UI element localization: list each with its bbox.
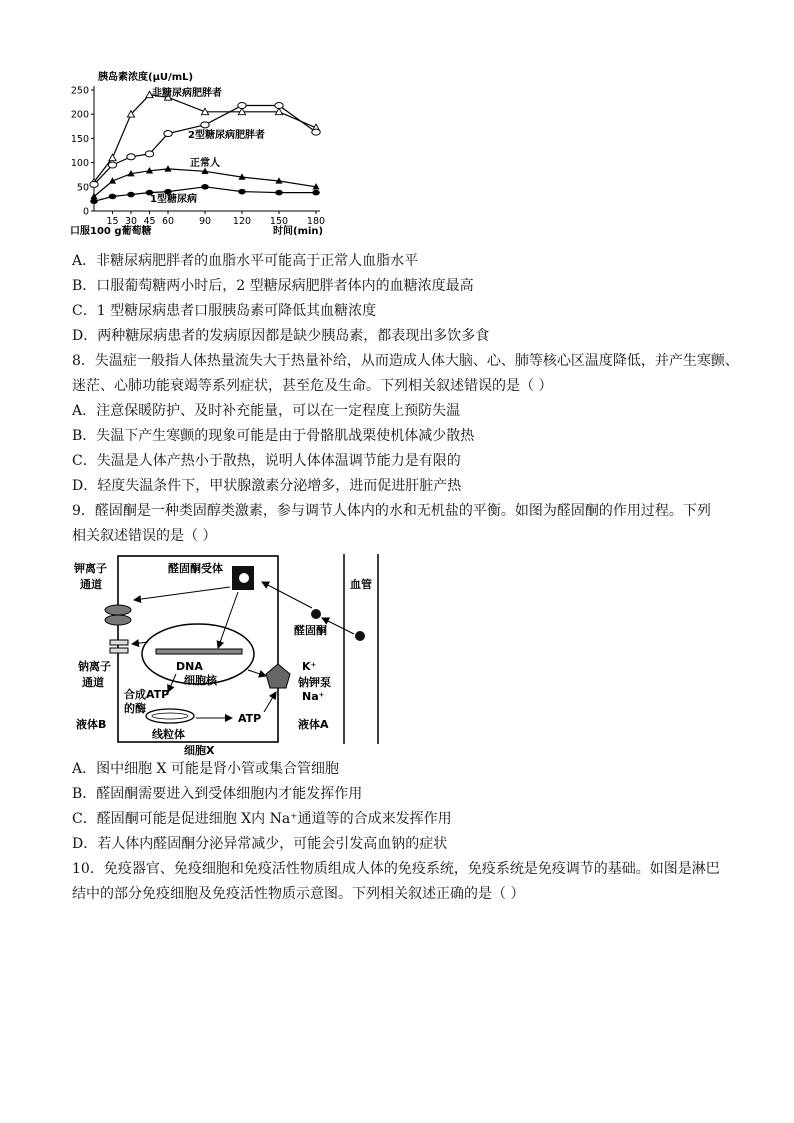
dna-strand bbox=[156, 649, 242, 654]
q9-stem-line2: 相关叙述错误的是（ ） bbox=[72, 528, 217, 544]
q9-option-a: A．图中细胞 X 可能是肾小管或集合管细胞 bbox=[72, 761, 339, 777]
data-point bbox=[164, 131, 172, 137]
series-3 bbox=[91, 166, 319, 199]
x-axis-note: 口服100 g葡萄糖 bbox=[70, 226, 152, 237]
data-point bbox=[127, 192, 135, 198]
mitochondrion bbox=[146, 709, 194, 723]
insulin-line-chart bbox=[70, 68, 330, 240]
q8-stem-line2: 迷茫、心肺功能衰竭等系列症状，甚至危及生命。下列相关叙述错误的是（ ） bbox=[72, 378, 553, 394]
x-axis-ticks bbox=[106, 211, 325, 227]
na-channel-label-1: 钠离子 bbox=[78, 660, 111, 673]
data-point bbox=[275, 102, 283, 108]
k-ion-label: K⁺ bbox=[302, 660, 317, 673]
x-tick-label: 150 bbox=[269, 216, 289, 227]
k-channel-label-1: 钾离子 bbox=[74, 562, 107, 575]
y-axis-ticks bbox=[71, 86, 94, 218]
x-tick-label: 15 bbox=[106, 216, 119, 227]
q9-option-b: B．醛固酮需要进入到受体细胞内才能发挥作用 bbox=[72, 786, 363, 802]
series-4 bbox=[90, 184, 320, 204]
atp-enzyme-label-1: 合成ATP bbox=[124, 688, 170, 701]
aldosterone-label: 醛固酮 bbox=[294, 624, 327, 637]
nucleus-label: 细胞核 bbox=[184, 674, 217, 687]
y-tick-label: 200 bbox=[70, 109, 89, 121]
chart-xlabel: 时间(min) bbox=[273, 226, 324, 237]
data-point bbox=[109, 194, 117, 200]
q7-option-b: B．口服葡萄糖两小时后，2 型糖尿病肥胖者体内的血糖浓度最高 bbox=[72, 278, 474, 294]
aldosterone-molecule-1 bbox=[311, 609, 321, 619]
q9-stem-line1: 9．醛固酮是一种类固醇类激素，参与调节人体内的水和无机盐的平衡。如图为醛固酮的作用过程。下列 bbox=[72, 503, 711, 519]
y-tick-label: 250 bbox=[70, 85, 89, 97]
q8-option-a: A．注意保暖防护、及时补充能量，可以在一定程度上预防失温 bbox=[72, 403, 461, 419]
data-point bbox=[90, 199, 98, 205]
series-label-type2: 2型糖尿病肥胖者 bbox=[188, 130, 265, 141]
x-tick-label: 180 bbox=[306, 216, 326, 227]
chart-ylabel: 胰岛素浓度(μU/mL) bbox=[98, 72, 194, 83]
data-point bbox=[145, 151, 153, 157]
na-channel-label-2: 通道 bbox=[82, 676, 104, 689]
series-label-obese: 非糖尿病肥胖者 bbox=[152, 88, 222, 99]
dna-label: DNA bbox=[176, 660, 203, 673]
data-point bbox=[127, 154, 135, 160]
q7-option-c: C．1 型糖尿病患者口服胰岛素可降低其血糖浓度 bbox=[72, 303, 377, 319]
y-tick-label: 100 bbox=[70, 158, 89, 170]
na-ion-label: Na⁺ bbox=[302, 690, 325, 703]
y-tick-label: 0 bbox=[82, 206, 89, 218]
data-point bbox=[238, 189, 246, 195]
chart-series bbox=[90, 91, 320, 204]
data-point bbox=[90, 181, 98, 187]
series-label-type1: 1型糖尿病 bbox=[150, 194, 197, 205]
data-point bbox=[201, 184, 209, 190]
q9-option-d: D．若人体内醛固酮分泌异常减少，可能会引发高血钠的症状 bbox=[72, 836, 448, 852]
fluid-a-label: 液体A bbox=[298, 718, 329, 731]
x-tick-label: 30 bbox=[124, 216, 138, 227]
k-channel-label-2: 通道 bbox=[80, 578, 102, 591]
data-point bbox=[312, 190, 320, 196]
q7-option-d: D．两种糖尿病患者的发病原因都是缺少胰岛素，都表现出多饮多食 bbox=[72, 328, 490, 344]
receptor-label: 醛固酮受体 bbox=[168, 562, 223, 575]
k-channel-bottom bbox=[105, 615, 131, 625]
q8-option-c: C．失温是人体产热小于散热，说明人体体温调节能力是有限的 bbox=[72, 453, 461, 469]
cell-x-label: 细胞X bbox=[184, 744, 215, 757]
data-point bbox=[109, 154, 116, 160]
x-tick-label: 90 bbox=[198, 216, 212, 227]
series-label-normal: 正常人 bbox=[190, 158, 220, 169]
fluid-b-label: 液体B bbox=[76, 718, 107, 731]
data-point bbox=[201, 122, 209, 128]
na-channel-top bbox=[110, 640, 128, 645]
q8-stem-line1: 8．失温症一般指人体热量流失大于热量补给，从而造成人体大脑、心、肺等核心区温度降低，并产生寒颤、 bbox=[72, 353, 739, 369]
data-point bbox=[108, 162, 116, 168]
mitochondrion-label: 线粒体 bbox=[152, 728, 185, 741]
x-tick-label: 60 bbox=[161, 216, 175, 227]
data-point bbox=[312, 129, 320, 135]
x-tick-label: 45 bbox=[143, 216, 156, 227]
x-tick-label: 120 bbox=[232, 216, 252, 227]
data-point bbox=[275, 190, 283, 196]
na-channel-bottom bbox=[110, 648, 128, 653]
q8-option-b: B．失温下产生寒颤的现象可能是由于骨骼肌战栗使机体减少散热 bbox=[72, 428, 475, 444]
data-point bbox=[238, 102, 246, 108]
k-channel-top bbox=[105, 605, 131, 615]
q10-stem-line2: 结中的部分免疫细胞及免疫活性物质示意图。下列相关叙述正确的是（ ） bbox=[72, 886, 525, 902]
q9-option-c: C．醛固酮可能是促进细胞 X内 Na⁺通道等的合成来发挥作用 bbox=[72, 811, 452, 827]
blood-vessel-label: 血管 bbox=[350, 578, 372, 591]
q8-option-d: D．轻度失温条件下，甲状腺激素分泌增多，进而促进肝脏产热 bbox=[72, 478, 462, 494]
atp-label: ATP bbox=[238, 712, 262, 725]
q10-stem-line1: 10．免疫器官、免疫细胞和免疫活性物质组成人体的免疫系统，免疫系统是免疫调节的基础。如图是淋巴 bbox=[72, 861, 720, 877]
y-tick-label: 150 bbox=[70, 133, 89, 145]
aldosterone-diagram bbox=[72, 552, 384, 758]
pump-label: 钠钾泵 bbox=[298, 676, 331, 689]
q7-option-a: A．非糖尿病肥胖者的血脂水平可能高于正常人血脂水平 bbox=[72, 253, 419, 269]
atp-enzyme-label-2: 的酶 bbox=[124, 702, 146, 715]
aldosterone-molecule-2 bbox=[355, 631, 365, 641]
y-tick-label: 50 bbox=[76, 182, 89, 194]
